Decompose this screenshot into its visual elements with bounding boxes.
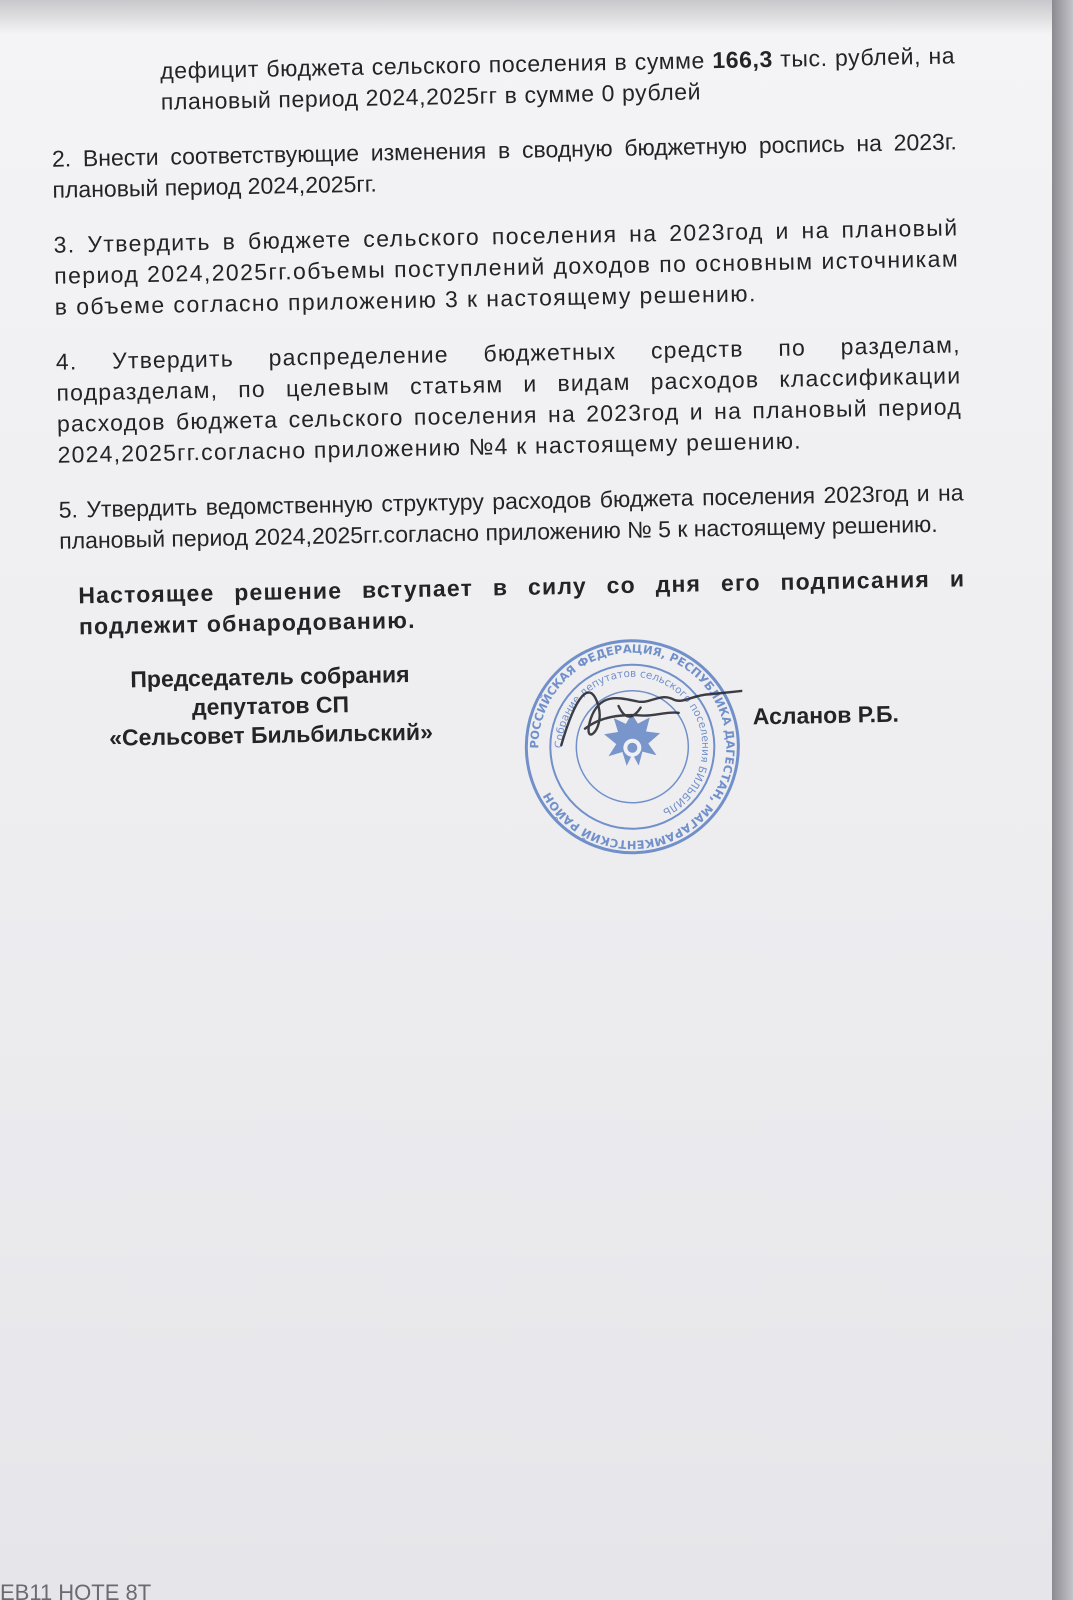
official-stamp (519, 634, 745, 860)
signatory-name: Асланов Р.Б. (752, 700, 900, 730)
signatory-title (60, 659, 482, 754)
paragraph-deficit (40, 40, 956, 120)
deficit-text-end: тыс. рублей, на плановый период 2024,2025гг в сумме 0 рублей (160, 42, 956, 115)
stamp-inner-text: Собрание депутатов сельского поселения БИЛЬБИЛЬ (553, 667, 712, 819)
signatory-title-line-1: Председатель собрания (130, 661, 410, 693)
paragraph-item-5: 5. Утвердить ведомственную структуру расходов бюджета поселения 2023год и на плановый период 2024,2025гг.согласно приложению № 5 к настоящему решению. (58, 479, 964, 554)
signatory-title-line-2: депутатов СП (191, 691, 350, 721)
deficit-amount: 166,3 (712, 45, 774, 74)
signatory-title-line-3: «Сельсовет Бильбильский» (108, 718, 434, 751)
deficit-text: дефицит бюджета сельского поселения в сумме (160, 47, 713, 84)
paragraph-item-3: 3. Утвердить в бюджете сельского поселения на 2023год и на плановый период 2024,2025гг.объемы поступлений доходов по основным источникам в объеме согласно приложению 3 к настоящему решению. (53, 214, 960, 320)
paragraph-item-4: 4. Утвердить распределение бюджетных средств по разделам, подразделам, по целевым статьям и видам расходов классификации расходов бюджета сельского поселения на 2023год и на плановый период 2024,2025гг.согласно приложению №4 к настоящему решению. (55, 331, 963, 468)
signature-block (52, 641, 971, 867)
eagle-emblem-icon (604, 713, 661, 766)
footer-fragment: ЕВ11 НОТЕ 8Т (0, 1580, 152, 1600)
document-body (40, 40, 970, 866)
paragraph-final: Настоящее решение вступает в силу со дня его подписания и подлежит обнародованию. (78, 565, 966, 640)
paragraph-item-2: 2. Внести соответствующие изменения в сводную бюджетную роспись на 2023г. плановый период 2024,2025гг. (51, 128, 958, 203)
background-edge (1052, 0, 1073, 1600)
stamp-outer-text: РОССИЙСКАЯ ФЕДЕРАЦИЯ, РЕСПУБЛИКА ДАГЕСТАН, МАГАРАМКЕНТСКИЙ РАЙОН (527, 641, 738, 852)
page-top-shadow (0, 0, 1052, 34)
